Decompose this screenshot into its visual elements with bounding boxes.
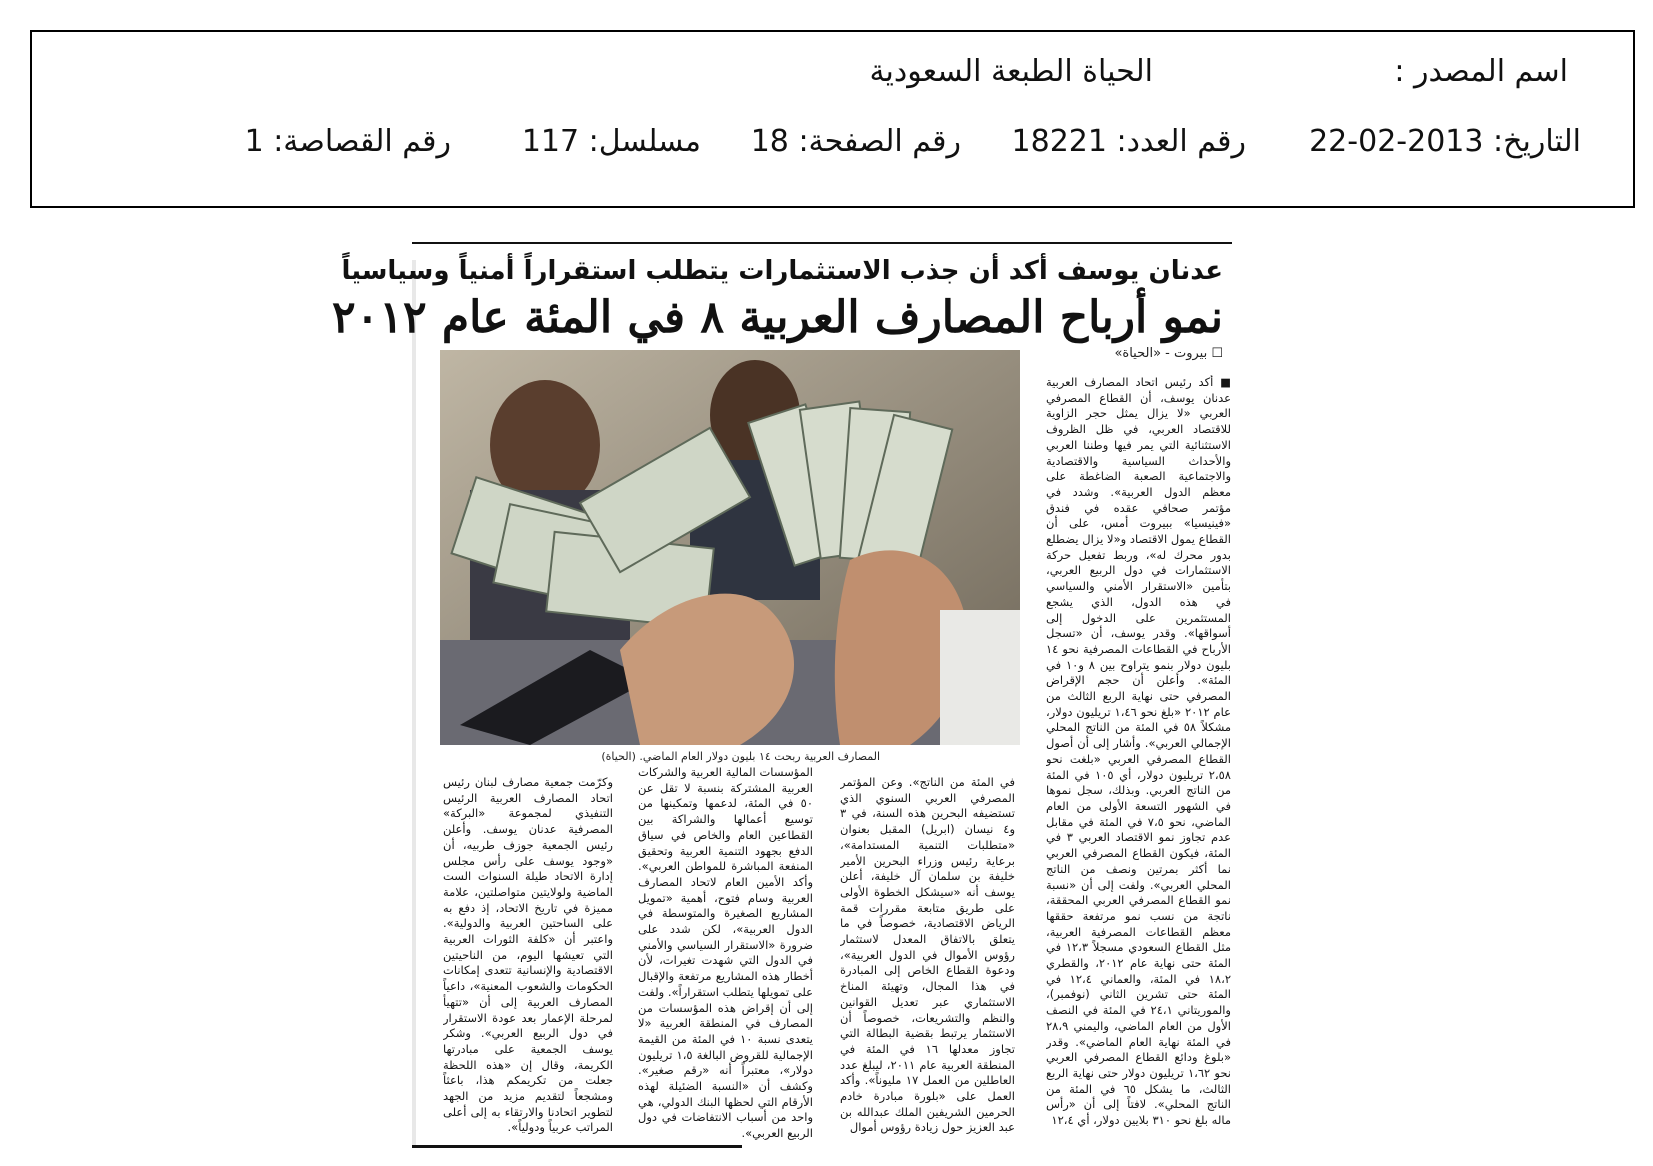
column-right-text: ■ أكد رئيس اتحاد المصارف العربية عدنان يوسف، أن القطاع المصرفي العربي «لا يزال يمثل حجر الزاوية للاقتصاد العربي، في ظل الظروف الاستثنائية التي يمر فيها وطننا العربي والأحداث السياسية والاقتصادية والاجتماعية الصعبة الضاغطة على معظم الدول العربية». وشدد في مؤتمر صحافي عقده في فندق «فينيسيا» ببيروت أمس، على أن القطاع يمول الاقتصاد و«لا يزال يضطلع بدور محرك له»، وربط تفعيل حركة الاستثمارات في دول الربيع العربي، بتأمين «الاستقرار الأمني والسياسي في هذه الدول، الذي يشجع المستثمرين على الدخول إلى أسواقها». وقدر يوسف، أن «تسجل الأرباح في القطاعات المصرفية نحو ١٤ بليون دولار بنمو يتراوح بين ٨ و١٠ في المئة». وأعلن أن حجم الإقراض المصرفي حتى نهاية الربع الثالث من عام ٢٠١٢ «بلغ نحو ١،٤٦ تريليون دولار، مشكلاً ٥٨ في المئة من الناتج المحلي الإجمالي العربي». وأشار إلى أن أصول القطاع المصرفي العربي «بلغت نحو ٢،٥٨ تريليون دولار، أي ١٠٥ في المئة من الناتج العربي. وبذلك، سجل نموها في الشهور التسعة الأولى من العام الماضي، نحو ٧،٥ في المئة في مقابل عدم تجاوز نمو الاقتصاد العربي ٣ في المئة، فيكون القطاع المصرفي العربي نما أكثر بمرتين ونصف من الناتج المحلي العربي». ولفت إلى أن «نسبة نمو القطاع المصرفي العربي المحققة، ناتجة من نسب نمو مرتفعة حققها معظم القطاعات المصرفية العربية، مثل القطاع السعودي مسجلاً ١٢،٣ في المئة حتى نهاية عام ٢٠١٢، والقطري ١٨،٢ في المئة، والعماني ١٢،٤ في المئة حتى تشرين الثاني (نوفمبر)، والموريتاني ٢٤،١ في المئة في النصف الأول من العام الماضي، واليمني ٢٨،٩ في المئة نهاية العام الماضي». وقدر «بلوغ ودائع القطاع المصرفي العربي نحو ١،٦٢ تريليون دولار حتى نهاية الربع الثالث، ما يشكل ٦٥ في المئة من الناتج المحلي». لافتاً إلى أن «رأس ماله بلغ نحو ٣١٠ بلايين دولار، أي ١٢،٤	[1046, 375, 1231, 1128]
article-column-1	[840, 775, 1015, 1150]
article-photo	[440, 350, 1020, 745]
clip-bottom-rule	[412, 1145, 742, 1148]
date-label: التاريخ: 2013-02-22	[1309, 124, 1581, 159]
source-info-box	[30, 30, 1635, 208]
article-column-3	[443, 775, 613, 1150]
page-label: رقم الصفحة: 18	[750, 124, 961, 159]
metadata-row	[92, 124, 1581, 164]
issue-label: رقم العدد: 18221	[1011, 124, 1246, 159]
column-3-text: وكرّمت جمعية مصارف لبنان رئيس اتحاد المصارف العربية الرئيس التنفيذي لمجموعة «البركة» المصرفية عدنان يوسف. وأعلن رئيس الجمعية جوزف طربيه، أن «وجود يوسف على رأس مجلس إدارة الاتحاد طيلة السنوات الست الماضية ولولايتين متواصلتين، علامة مميزة في تاريخ الاتحاد، إذ دفع به على الساحتين العربية والدولية». واعتبر أن «كلفة الثورات العربية التي تعيشها اليوم، من الناحيتين الاقتصادية والإنسانية تتعدى إمكانات الحكومات والشعوب المعنية»، داعياً المصارف العربية إلى أن «تتهيأ لمرحلة الإعمار بعد عودة الاستقرار في دول الربيع العربي». وشكر يوسف الجمعية على مبادرتها الكريمة، وقال إن «هذه اللحظة جعلت من تكريمكم هذا، باعثاً ومشجعاً لتقديم مزيد من الجهد لتطوير اتحادنا والارتقاء به إلى أعلى المراتب عربياً ودولياً».	[443, 775, 613, 1135]
clip-label: رقم القصاصة: 1	[244, 124, 451, 159]
article-column-2	[638, 765, 813, 1150]
column-2-text: المؤسسات المالية العربية والشركات العربية المشتركة بنسبة لا تقل عن ٥٠ في المئة، لدعمها وتمكينها من توسيع أعمالها والشراكة بين القطاعين العام والخاص في سياق الدفع بجهود التنمية العربية وتحقيق المنفعة المباشرة للمواطن العربي». وأكد الأمين العام لاتحاد المصارف العربية وسام فتوح، أهمية «تمويل المشاريع الصغيرة والمتوسطة في الدول العربية»، لكن شدد على ضرورة «الاستقرار السياسي والأمني في الدول التي شهدت تغيرات، لأن أخطار هذه المشاريع مرتفعة والإقبال على تمويلها يتطلب استقراراً». ولفت إلى أن إقراض هذه المؤسسات من المصارف في المنطقة العربية «لا يتعدى نسبة ١٠ في المئة من القيمة الإجمالية للقروض البالغة ١،٥ تريليون دولار»، معتبراً أنه «رقم صغير». وكشف أن «النسبة الضئيلة لهذه الأرقام التي لحظها البنك الدولي، هي واحد من أسباب الانتفاضات في دول الربيع العربي».	[638, 765, 813, 1141]
article-column-right	[1046, 375, 1231, 1140]
column-1-text: في المئة من الناتج». وعن المؤتمر المصرفي العربي السنوي الذي تستضيفه البحرين هذه السنة، في ٣ و٤ نيسان (ابريل) المقبل بعنوان «متطلبات التنمية المستدامة»، برعاية رئيس وزراء البحرين الأمير خليفة بن سلمان آل خليفة، أعلن يوسف أنه «سيشكل الخطوة الأولى على طريق متابعة مقررات قمة الرياض الاقتصادية، خصوصاً في ما يتعلق بالاتفاق المعدل لاستثمار رؤوس الأموال في الدول العربية»، ودعوة القطاع الخاص إلى المبادرة في هذا المجال، وتهيئة المناخ الاستثماري عبر تعديل القوانين والنظم والتشريعات، خصوصاً أن الاستثمار يرتبط بقضية البطالة التي تجاوز معدلها ١٦ في المئة في المنطقة العربية عام ٢٠١١، ليبلغ عدد العاطلين من العمل ١٧ مليوناً». وأكد العمل على «بلورة مبادرة خادم الحرمين الشريفين الملك عبدالله بن عبد العزيز حول زيادة رؤوس أموال	[840, 775, 1015, 1135]
article-headline: نمو أرباح المصارف العربية ٨ في المئة عام ٢٠١٢	[332, 292, 1223, 343]
money-counting-illustration	[440, 350, 1020, 745]
article-dateline: ☐ بيروت - «الحياة»	[1114, 346, 1223, 361]
photo-caption: المصارف العربية ربحت ١٤ بليون دولار العام الماضي. (الحياة)	[601, 750, 880, 763]
article-kicker: عدنان يوسف أكد أن جذب الاستثمارات يتطلب استقراراً أمنياً وسياسياً	[341, 256, 1223, 286]
clip-left-edge	[412, 260, 416, 1145]
serial-label: مسلسل: 117	[521, 124, 701, 159]
source-label: اسم المصدر :	[1394, 54, 1568, 89]
source-row	[92, 54, 1568, 94]
source-value: الحياة الطبعة السعودية	[869, 54, 1153, 89]
clip-top-rule	[412, 242, 1232, 244]
